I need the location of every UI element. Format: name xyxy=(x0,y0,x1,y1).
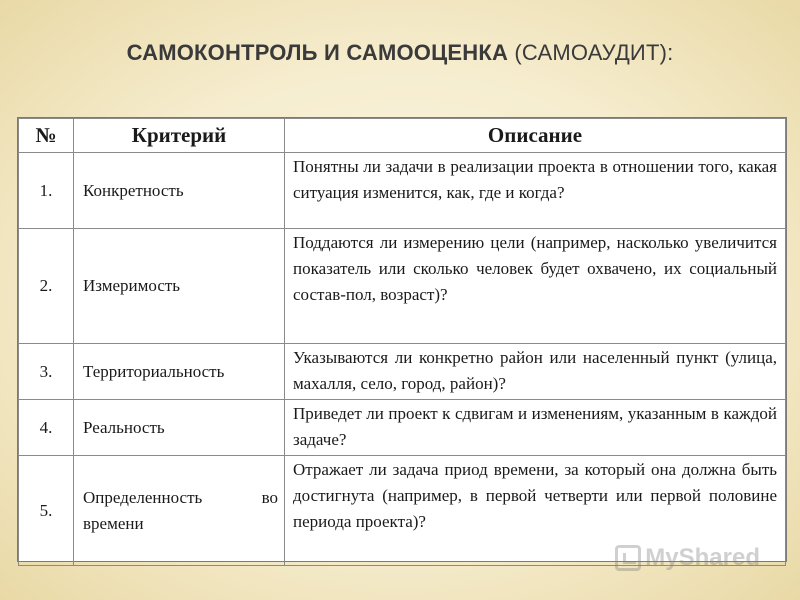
title-bold: САМОКОНТРОЛЬ И САМООЦЕНКА xyxy=(126,40,509,65)
column-header-number: № xyxy=(19,119,74,153)
page-title xyxy=(0,40,800,66)
row-description: Поддаются ли измерению цели (например, насколько увеличится показатель или сколько человек будет охвачено, их социальный состав-пол, возраст)? xyxy=(285,229,786,344)
table-row xyxy=(19,229,786,344)
watermark-text: MyShared xyxy=(645,544,760,571)
row-criterion: Конкретность xyxy=(74,153,285,229)
row-description: Приведет ли проект к сдвигам и изменениям, указанным в каждой задаче? xyxy=(285,400,786,456)
criteria-table xyxy=(17,117,787,562)
presentation-icon xyxy=(615,545,641,571)
row-description: Указываются ли конкретно район или населенный пункт (улица, махалля, село, город, район)? xyxy=(285,344,786,400)
table-header-row xyxy=(19,119,786,153)
row-number: 2. xyxy=(19,229,74,344)
row-description: Отражает ли задача приод времени, за который она должна быть достигнута (например, в первой четверти или первой половине периода проекта)? xyxy=(285,456,786,566)
row-number: 5. xyxy=(19,456,74,566)
table-row xyxy=(19,153,786,229)
column-header-criterion: Критерий xyxy=(74,119,285,153)
table-row xyxy=(19,344,786,400)
table-row xyxy=(19,400,786,456)
row-number: 1. xyxy=(19,153,74,229)
column-header-description: Описание xyxy=(285,119,786,153)
row-description: Понятны ли задачи в реализации проекта в отношении того, какая ситуация изменится, как, где и когда? xyxy=(285,153,786,229)
row-number: 3. xyxy=(19,344,74,400)
row-criterion: Территориальность xyxy=(74,344,285,400)
row-number: 4. xyxy=(19,400,74,456)
watermark xyxy=(615,544,760,572)
row-criterion: Определенность во времени xyxy=(74,456,285,566)
title-rest: (САМОАУДИТ): xyxy=(508,40,674,65)
row-criterion: Измеримость xyxy=(74,229,285,344)
row-criterion: Реальность xyxy=(74,400,285,456)
